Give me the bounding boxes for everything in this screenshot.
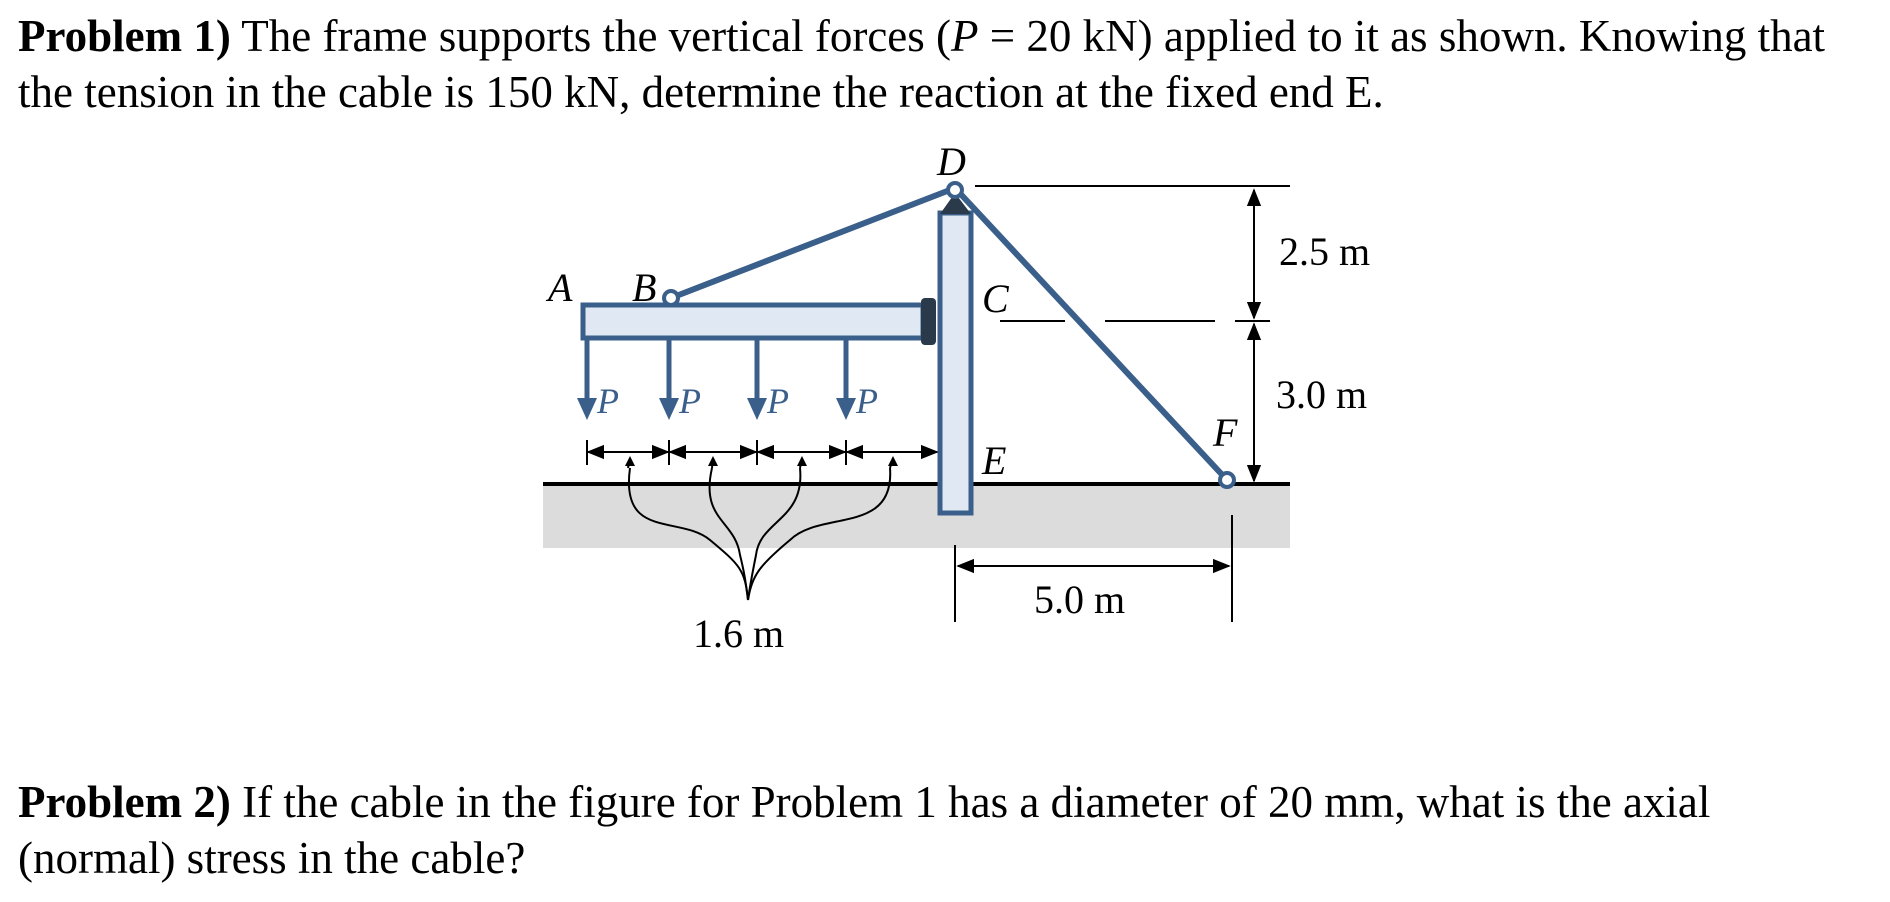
force-label-1: P [597, 381, 619, 421]
problem-2-text [18, 774, 1878, 886]
problem-1-heading: Problem 1) [18, 11, 231, 61]
label-b: B [632, 265, 657, 310]
force-p-1 [577, 338, 619, 421]
dim-top-label: 2.5 m [1279, 229, 1371, 274]
label-e: E [982, 438, 1007, 483]
pin-f [1220, 473, 1234, 487]
label-a: A [548, 265, 573, 310]
label-d: D [937, 139, 966, 184]
force-label-4: P [856, 381, 878, 421]
ground [543, 484, 1290, 548]
problem-1-text-before: The frame supports the vertical forces ( [230, 11, 952, 61]
force-p-2 [659, 338, 701, 421]
pin-d [948, 183, 962, 197]
vertical-dimensions [975, 186, 1370, 481]
label-c: C [982, 276, 1009, 321]
label-f: F [1213, 410, 1238, 455]
force-label-2: P [679, 381, 701, 421]
beam-connection-c [921, 298, 936, 345]
dim-horizontal-label: 5.0 m [1034, 577, 1126, 622]
problem-2-body: If the cable in the figure for Problem 1 has a diameter of 20 mm, what is the axial (normal) stress in the cable? [18, 777, 1711, 883]
dim-middle-label: 3.0 m [1276, 372, 1368, 417]
force-label-3: P [767, 381, 789, 421]
pin-b [664, 291, 678, 305]
cable-df [955, 188, 1227, 480]
problem-1-text-eq: = 20 kN) applied to it as shown. Knowing that the tension in the cable is 150 kN, determine the reaction at the fixed end E. [18, 11, 1826, 117]
problem-2-heading: Problem 2) [18, 777, 231, 827]
dim-spacing-label: 1.6 m [693, 611, 785, 656]
cable-bd [671, 188, 955, 298]
force-p-4 [836, 338, 878, 421]
p-symbol: P [951, 11, 979, 61]
force-p-3 [747, 338, 789, 421]
post-de [940, 213, 971, 513]
